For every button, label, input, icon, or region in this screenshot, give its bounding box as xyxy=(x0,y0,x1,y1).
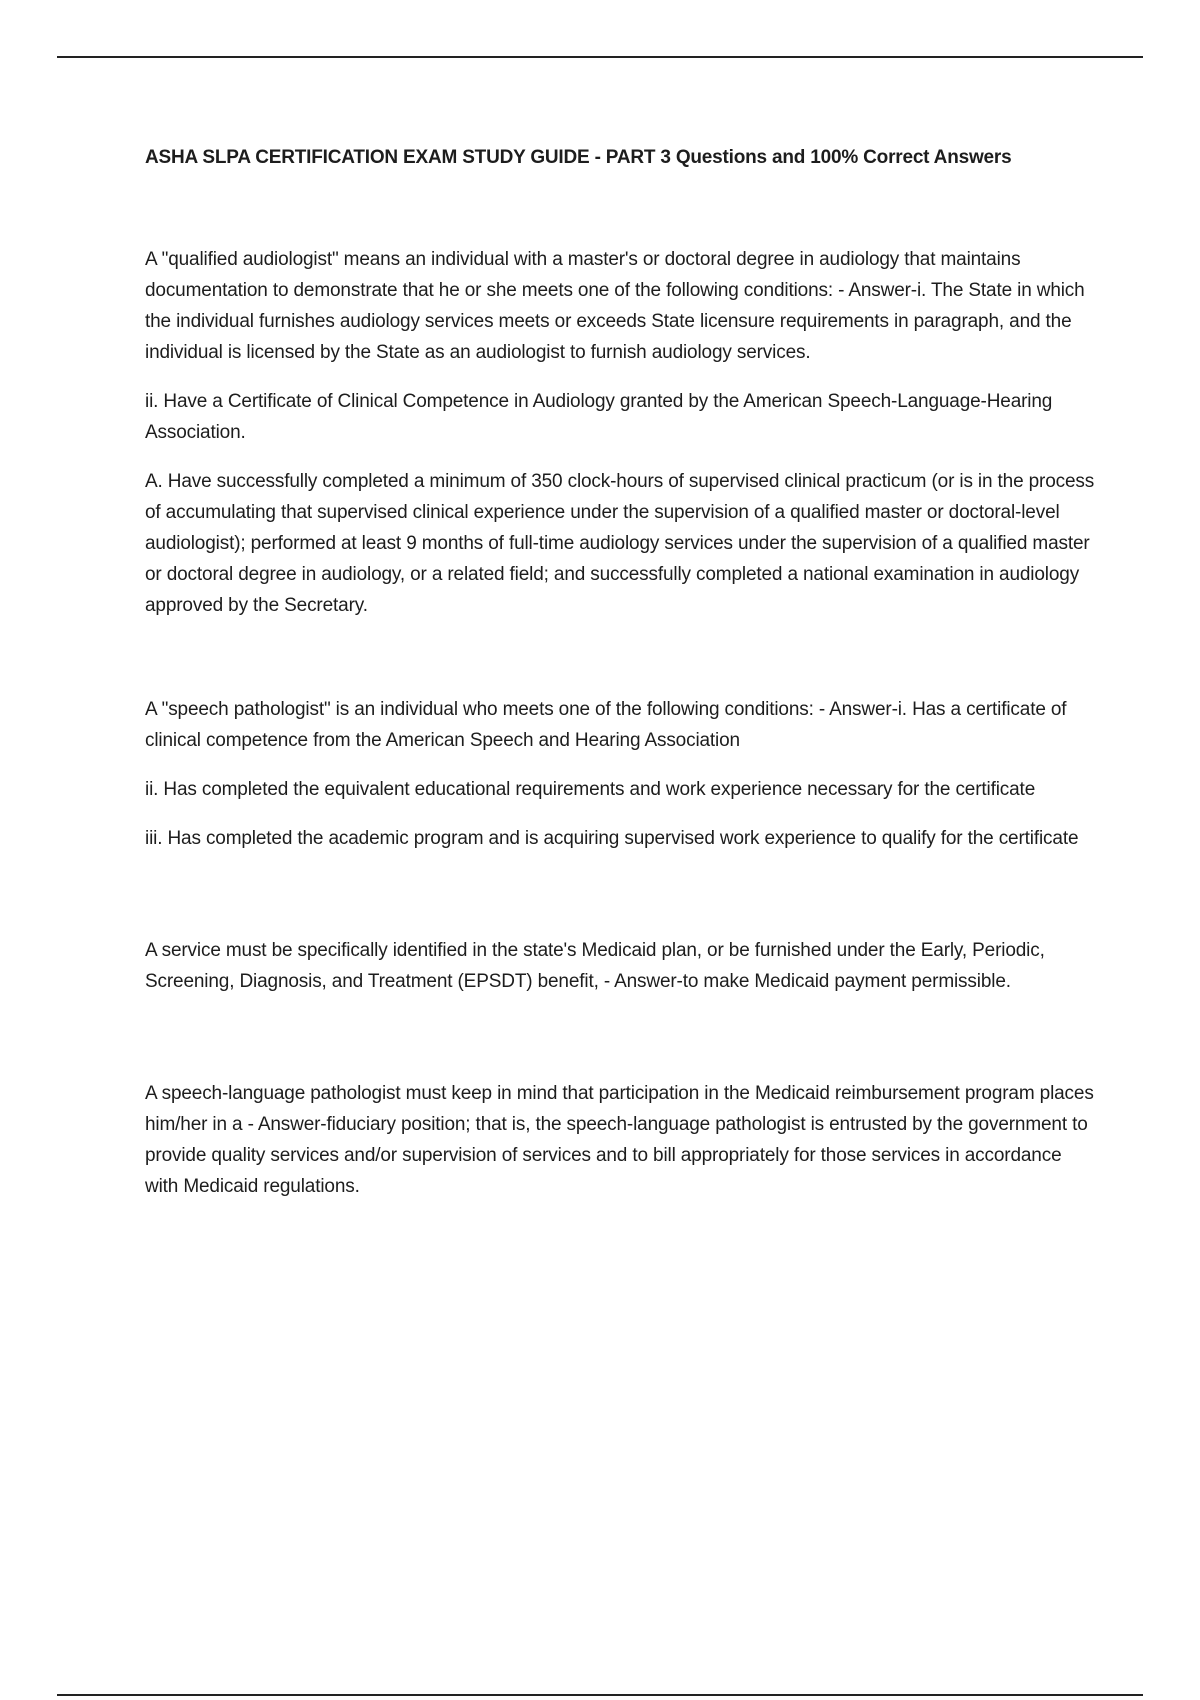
qa-paragraph: A service must be specifically identified in the state's Medicaid plan, or be furnished under the Early, Periodic, Screening, Diagnosis, and Treatment (EPSDT) benefit, - Answer-to make Medicaid payment permissible. xyxy=(145,940,1045,992)
qa-paragraph: ii. Have a Certificate of Clinical Competence in Audiology granted by the American Speech-Language-Hearing Association. xyxy=(145,391,1053,443)
document-body xyxy=(145,143,1095,1220)
qa-paragraph: A "speech pathologist" is an individual who meets one of the following conditions: - Answer-i. Has a certificate of clinical competence from the American Speech and Hearing Association xyxy=(145,699,1067,751)
qa-item-speech-pathologist xyxy=(145,694,1095,854)
qa-paragraph: ii. Has completed the equivalent educational requirements and work experience necessary for the certificate xyxy=(145,779,1036,800)
qa-item-qualified-audiologist xyxy=(145,244,1095,621)
qa-item-medicaid-service xyxy=(145,935,1095,997)
qa-paragraph: A "qualified audiologist" means an individual with a master's or doctoral degree in audiology that maintains documentation to demonstrate that he or she meets one of the following conditions: - Answer-i. The State in which the individual furnishes audiology services meets or exceeds State licensure requirements in paragraph, and the individual is licensed by the State as an audiologist to furnish audiology services. xyxy=(145,249,1085,363)
qa-paragraph: A speech-language pathologist must keep in mind that participation in the Medicaid reimbursement program places him/her in a - Answer-fiduciary position; that is, the speech-language pathologist is entrusted by the government to provide quality services and/or supervision of services and to bill appropriately for those services in accordance with Medicaid regulations. xyxy=(145,1083,1094,1197)
qa-paragraph: A. Have successfully completed a minimum of 350 clock-hours of supervised clinical practicum (or is in the process of accumulating that supervised clinical experience under the supervision of a qualified master or doctoral-level audiologist); performed at least 9 months of full-time audiology services under the supervision of a qualified master or doctoral degree in audiology, or a related field; and successfully completed a national examination in audiology approved by the Secretary. xyxy=(145,471,1095,616)
top-divider xyxy=(57,56,1143,58)
qa-item-fiduciary-position xyxy=(145,1078,1095,1202)
bottom-divider xyxy=(57,1694,1143,1696)
document-title: ASHA SLPA CERTIFICATION EXAM STUDY GUIDE - PART 3 Questions and 100% Correct Answers xyxy=(145,147,1012,168)
qa-paragraph: iii. Has completed the academic program and is acquiring supervised work experience to qualify for the certificate xyxy=(145,828,1079,849)
